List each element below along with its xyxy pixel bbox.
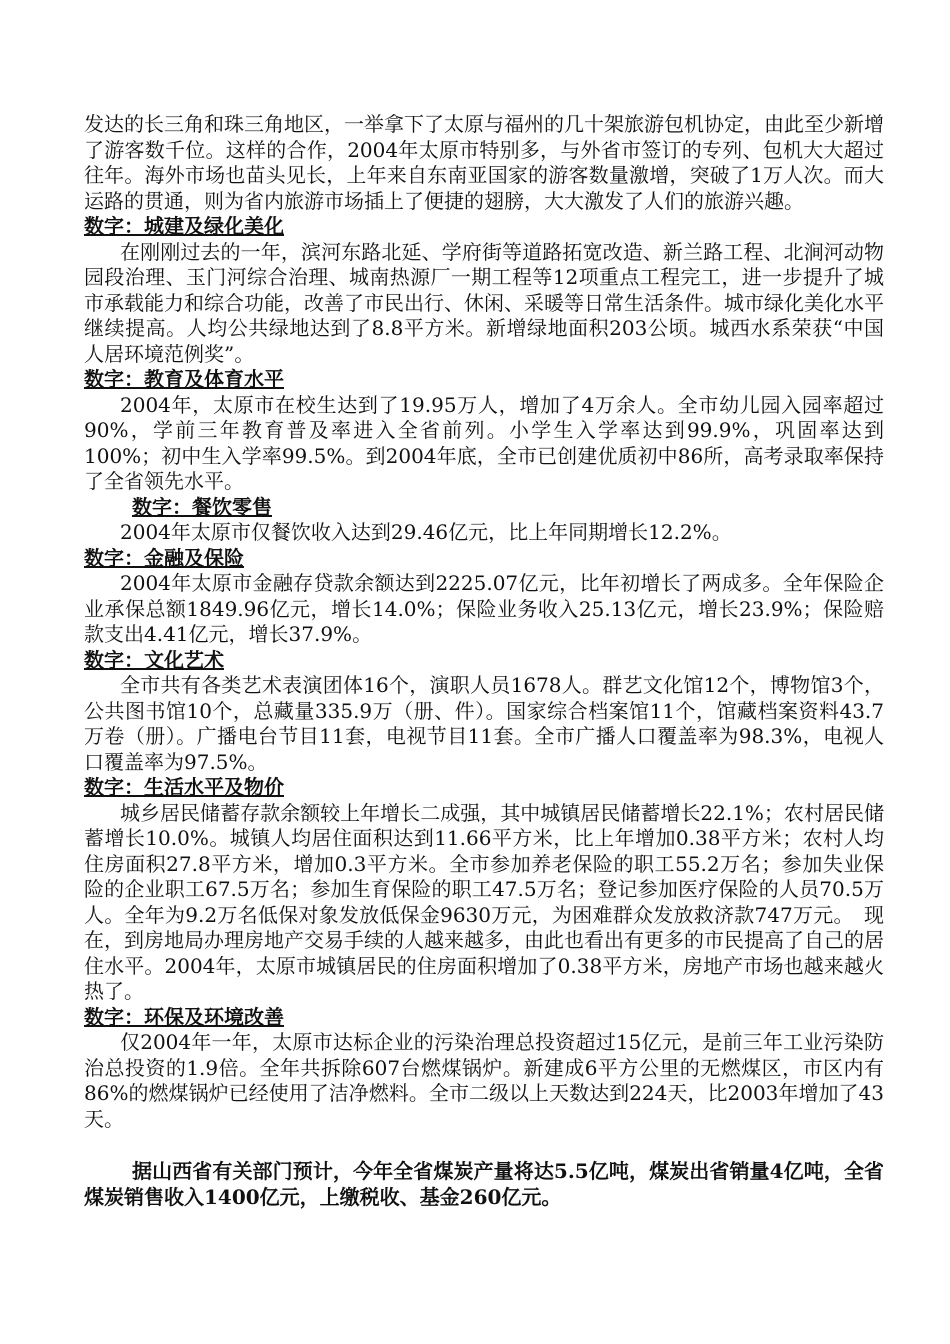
section-heading-education: 数字：教育及体育水平 [84,367,284,391]
section-heading-living: 数字：生活水平及物价 [84,775,284,799]
document-body [84,112,884,1210]
catering-paragraph: 2004年太原市仅餐饮收入达到29.46亿元，比上年同期增长12.2%。 [120,520,732,544]
section-heading-culture: 数字：文化艺术 [84,647,224,672]
finance-paragraph: 2004年太原市金融存贷款余额达到2225.07亿元，比年初增长了两成多。全年保险企业承保总额1849.96亿元，增长14.0%；保险业务收入25.13亿元，增长23.9%；保险赔款支出4.41亿元，增长37.9%。 [84,571,884,646]
environment-paragraph: 仅2004年一年，太原市达标企业的污染治理总投资超过15亿元，是前三年工业污染防治总投资的1.9倍。全年共拆除607台燃煤锅炉。新建成6平方公里的无燃煤区，市区内有86%的燃煤锅炉已经使用了洁净燃料。全市二级以上天数达到224天，比2003年增加了43天。 [84,1030,884,1131]
coal-forecast-paragraph: 据山西省有关部门预计，今年全省煤炭产量将达5.5亿吨，煤炭出省销量4亿吨，全省煤炭销售收入1400亿元，上缴税收、基金260亿元。 [84,1159,884,1209]
paragraph-spacer [84,1132,884,1159]
section-heading-finance: 数字：金融及保险 [84,545,244,570]
education-paragraph: 2004年，太原市在校生达到了19.95万人，增加了4万余人。全市幼儿园入园率超过90%，学前三年教育普及率进入全省前列。小学生入学率达到99.9%，巩固率达到100%；初中生入学率99.5%。到2004年底，全市已创建优质初中86所，高考录取率保持了全省领先水平。 [84,392,884,493]
living-paragraph: 城乡居民储蓄存款余额较上年增长二成强，其中城镇居民储蓄增长22.1%；农村居民储蓄增长10.0%。城镇人均居住面积达到11.66平方米，比上年增加0.38平方米；农村人均住房面积27.8平方米，增加0.3平方米。全市参加养老保险的职工55.2万名；参加失业保险的企业职工67.5万名；参加生育保险的职工47.5万名；登记参加医疗保险的人员70.5万人。全年为9.2万名低保对象发放低保金9630万元，为困难群众发放救济款747万元。 现在，到房地局办理房地产交易手续的人越来越多，由此也看出有更多的市民提高了自己的居住水平。2004年，太原市城镇居民的住房面积增加了0.38平方米，房地产市场也越来越火热了。 [84,800,884,1003]
urban-paragraph: 在刚刚过去的一年，滨河东路北延、学府街等道路拓宽改造、新兰路工程、北涧河动物园段治理、玉门河综合治理、城南热源厂一期工程等12项重点工程完工，进一步提升了城市承载能力和综合功能，改善了市民出行、休闲、采暖等日常生活条件。城市绿化美化水平继续提高。人均公共绿地达到了8.8平方米。新增绿地面积203公顷。城西水系荣获“中国人居环境范例奖”。 [84,239,884,366]
intro-paragraph: 发达的长三角和珠三角地区，一举拿下了太原与福州的几十架旅游包机协定，由此至少新增了游客数千位。这样的合作，2004年太原市特别多，与外省市签订的专列、包机大大超过往年。海外市场也苗头见长，上年来自东南亚国家的游客数量激增，突破了1万人次。而大运路的贯通，则为省内旅游市场插上了便捷的翅膀，大大激发了人们的旅游兴趣。 [84,112,884,213]
culture-paragraph: 全市共有各类艺术表演团体16个，演职人员1678人。群艺文化馆12个，博物馆3个，公共图书馆10个，总藏量335.9万（册、件）。国家综合档案馆11个，馆藏档案资料43.7万卷（册）。广播电台节目11套，电视节目11套。全市广播人口覆盖率为98.3%，电视人口覆盖率为97.5%。 [84,673,884,774]
section-heading-urban: 数字：城建及绿化美化 [84,214,284,238]
section-heading-environment: 数字：环保及环境改善 [84,1004,284,1029]
section-heading-catering: 数字：餐饮零售 [132,494,272,519]
